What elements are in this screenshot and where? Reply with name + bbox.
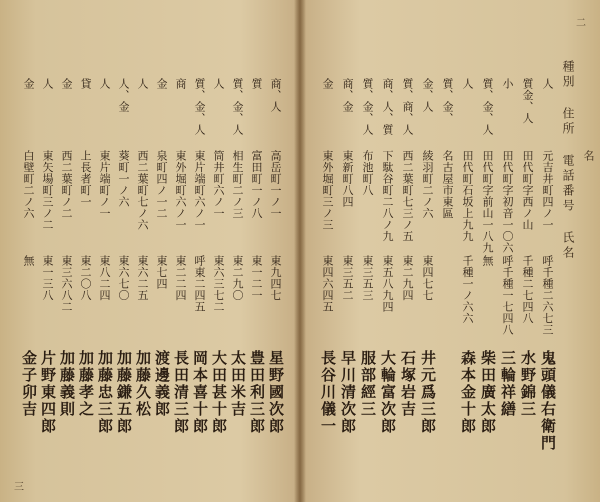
entry-address: 下駄谷町二八ノ九: [381, 150, 394, 242]
entry-address: 西二葉町七三ノ五: [401, 150, 414, 242]
entry-phone: 東六二五: [136, 255, 149, 301]
entry-phone: 東二九〇: [231, 255, 244, 301]
entry-name: 柴田廣太郎: [479, 350, 497, 435]
page-number: 三: [14, 482, 24, 493]
entry-phone: 東二二四: [174, 255, 187, 301]
column-header: 種別 住所 電話番号 氏名: [561, 60, 575, 261]
entry-name: 鬼頭儀右衛門: [539, 350, 557, 452]
entry-name: 豊田利三郎: [248, 350, 266, 435]
entry-type: 人: [541, 78, 554, 90]
entry-name: 金子卯吉: [20, 350, 38, 418]
entry-phone: 東三六八二: [60, 255, 73, 313]
entry-phone: 呼千種一七四八: [501, 255, 514, 336]
entry-phone: 東六七〇: [117, 255, 130, 301]
entry-phone: 東二〇八: [79, 255, 92, 301]
entry-address: 東片端町ノ一: [98, 150, 111, 219]
entry-phone: 呼東二四五: [193, 255, 206, 313]
entry-phone: 東三五三: [361, 255, 374, 301]
entry-type: 小: [501, 78, 514, 90]
entry-type: 商、人、質: [381, 78, 394, 136]
entry-type: 質、金、人: [193, 78, 206, 136]
entry-address: 綾羽町二ノ六: [421, 150, 434, 219]
entry-type: 金: [155, 78, 168, 90]
entry-type: 質: [250, 78, 263, 90]
entry-address: 田代町字西ノ山: [521, 150, 534, 231]
entry-phone: 東一二一: [250, 255, 263, 301]
entry-address: 富田町一ノ八: [250, 150, 263, 219]
entry-address: 泉町四ノ一二: [155, 150, 168, 219]
entry-type: 商、金: [341, 78, 354, 113]
entry-phone: 千種二七四八: [521, 255, 534, 324]
entry-type: 人、金: [117, 78, 130, 113]
entry-phone: 無: [22, 255, 35, 267]
entry-address: 東外堀町三ノ三: [321, 150, 334, 231]
entry-name: 岡本喜十郎: [191, 350, 209, 435]
entry-name: 長谷川儀一: [319, 350, 337, 435]
entry-name: 渡邊義郎: [153, 350, 171, 418]
page-number: 二: [576, 18, 586, 29]
entry-phone: 東六三七二: [212, 255, 225, 313]
entry-address: 田代町字前山一八九: [481, 150, 494, 254]
entry-name: 服部經三: [359, 350, 377, 418]
entry-phone: 東三五二: [341, 255, 354, 301]
right-page: [300, 0, 600, 502]
entry-phone: 呼千種二六七三: [541, 255, 554, 336]
entry-type: 人: [136, 78, 149, 90]
entry-phone: 東七四: [155, 255, 168, 290]
entry-address: 東新町八四: [341, 150, 354, 208]
entry-address: 田代町石坂上九九: [461, 150, 474, 242]
entry-phone: 東四六四五: [321, 255, 334, 313]
entry-address: 白壁町二ノ六: [22, 150, 35, 219]
entry-type: 金、人: [421, 78, 434, 113]
entry-phone: 東二九四: [401, 255, 414, 301]
entry-address: 東外堀町六ノ一: [174, 150, 187, 231]
entry-name: 片野東四郎: [39, 350, 57, 435]
entry-phone: 東一三八: [41, 255, 54, 301]
entry-type: 貸: [79, 78, 92, 90]
entry-name: 大輪富次郎: [379, 350, 397, 435]
entry-phone: 無: [481, 255, 494, 267]
entry-type: 質、金、人: [481, 78, 494, 136]
entry-type: 人: [461, 78, 474, 90]
entry-name: 加藤義則: [58, 350, 76, 418]
entry-name: 加藤久松: [134, 350, 152, 418]
entry-address: 布池町八: [361, 150, 374, 196]
entry-name: 星野國次郎: [267, 350, 285, 435]
entry-name: 井元爲三郎: [419, 350, 437, 435]
entry-type: 商: [174, 78, 187, 90]
entry-address: 東矢場町三ノ二: [41, 150, 54, 231]
entry-phone: 東九四七: [269, 255, 282, 301]
entry-name: 石塚岩吉: [399, 350, 417, 418]
entry-phone: 東八二四: [98, 255, 111, 301]
entry-phone: 東四七七: [421, 255, 434, 301]
entry-type: 金: [22, 78, 35, 90]
entry-address: 田代町字初音一〇六: [501, 150, 514, 254]
entry-name: 水野錦三: [519, 350, 537, 418]
entry-type: 質、商、人: [401, 78, 414, 136]
entry-address: 相生町二ノ三: [231, 150, 244, 219]
entry-name: 加藤忠三郎: [96, 350, 114, 435]
entry-name: 三輪祥繕: [499, 350, 517, 418]
entry-type: 人: [98, 78, 111, 90]
entry-address: 葵町一ノ六: [117, 150, 130, 208]
entry-address: 名古屋市東區: [441, 150, 454, 219]
entry-name: 森本金十郎: [459, 350, 477, 435]
entry-address: 元吉井町四ノ一: [541, 150, 554, 231]
entry-type: 質、金、人: [361, 78, 374, 136]
entry-address: 西二葉町ノ二: [60, 150, 73, 219]
entry-name: 加藤孝之: [77, 350, 95, 418]
entry-type: 質、金、: [441, 78, 454, 124]
entry-phone: 千種一ノ六六: [461, 255, 474, 324]
entry-name: 早川清次郎: [339, 350, 357, 435]
entry-phone: 東五八九四: [381, 255, 394, 313]
entry-type: 人: [212, 78, 225, 90]
entry-address: 筒井町六ノ一: [212, 150, 225, 219]
entry-type: 質金、人: [521, 78, 534, 124]
entry-type: 商、人: [269, 78, 282, 113]
margin-label: 名: [582, 150, 595, 162]
entry-type: 質、金、人: [231, 78, 244, 136]
entry-address: 西二葉町七ノ六: [136, 150, 149, 231]
entry-address: 東片端町六ノ一: [193, 150, 206, 231]
entry-name: 加藤鎌五郎: [115, 350, 133, 435]
entry-type: 金: [60, 78, 73, 90]
entry-name: 長田清三郎: [172, 350, 190, 435]
entry-type: 人: [41, 78, 54, 90]
entry-name: 大田甚十郎: [210, 350, 228, 435]
entry-address: 高岳町一ノ一: [269, 150, 282, 219]
entry-name: 太田米吉: [229, 350, 247, 418]
entry-type: 金: [321, 78, 334, 90]
entry-address: 上長者町一: [79, 150, 92, 208]
